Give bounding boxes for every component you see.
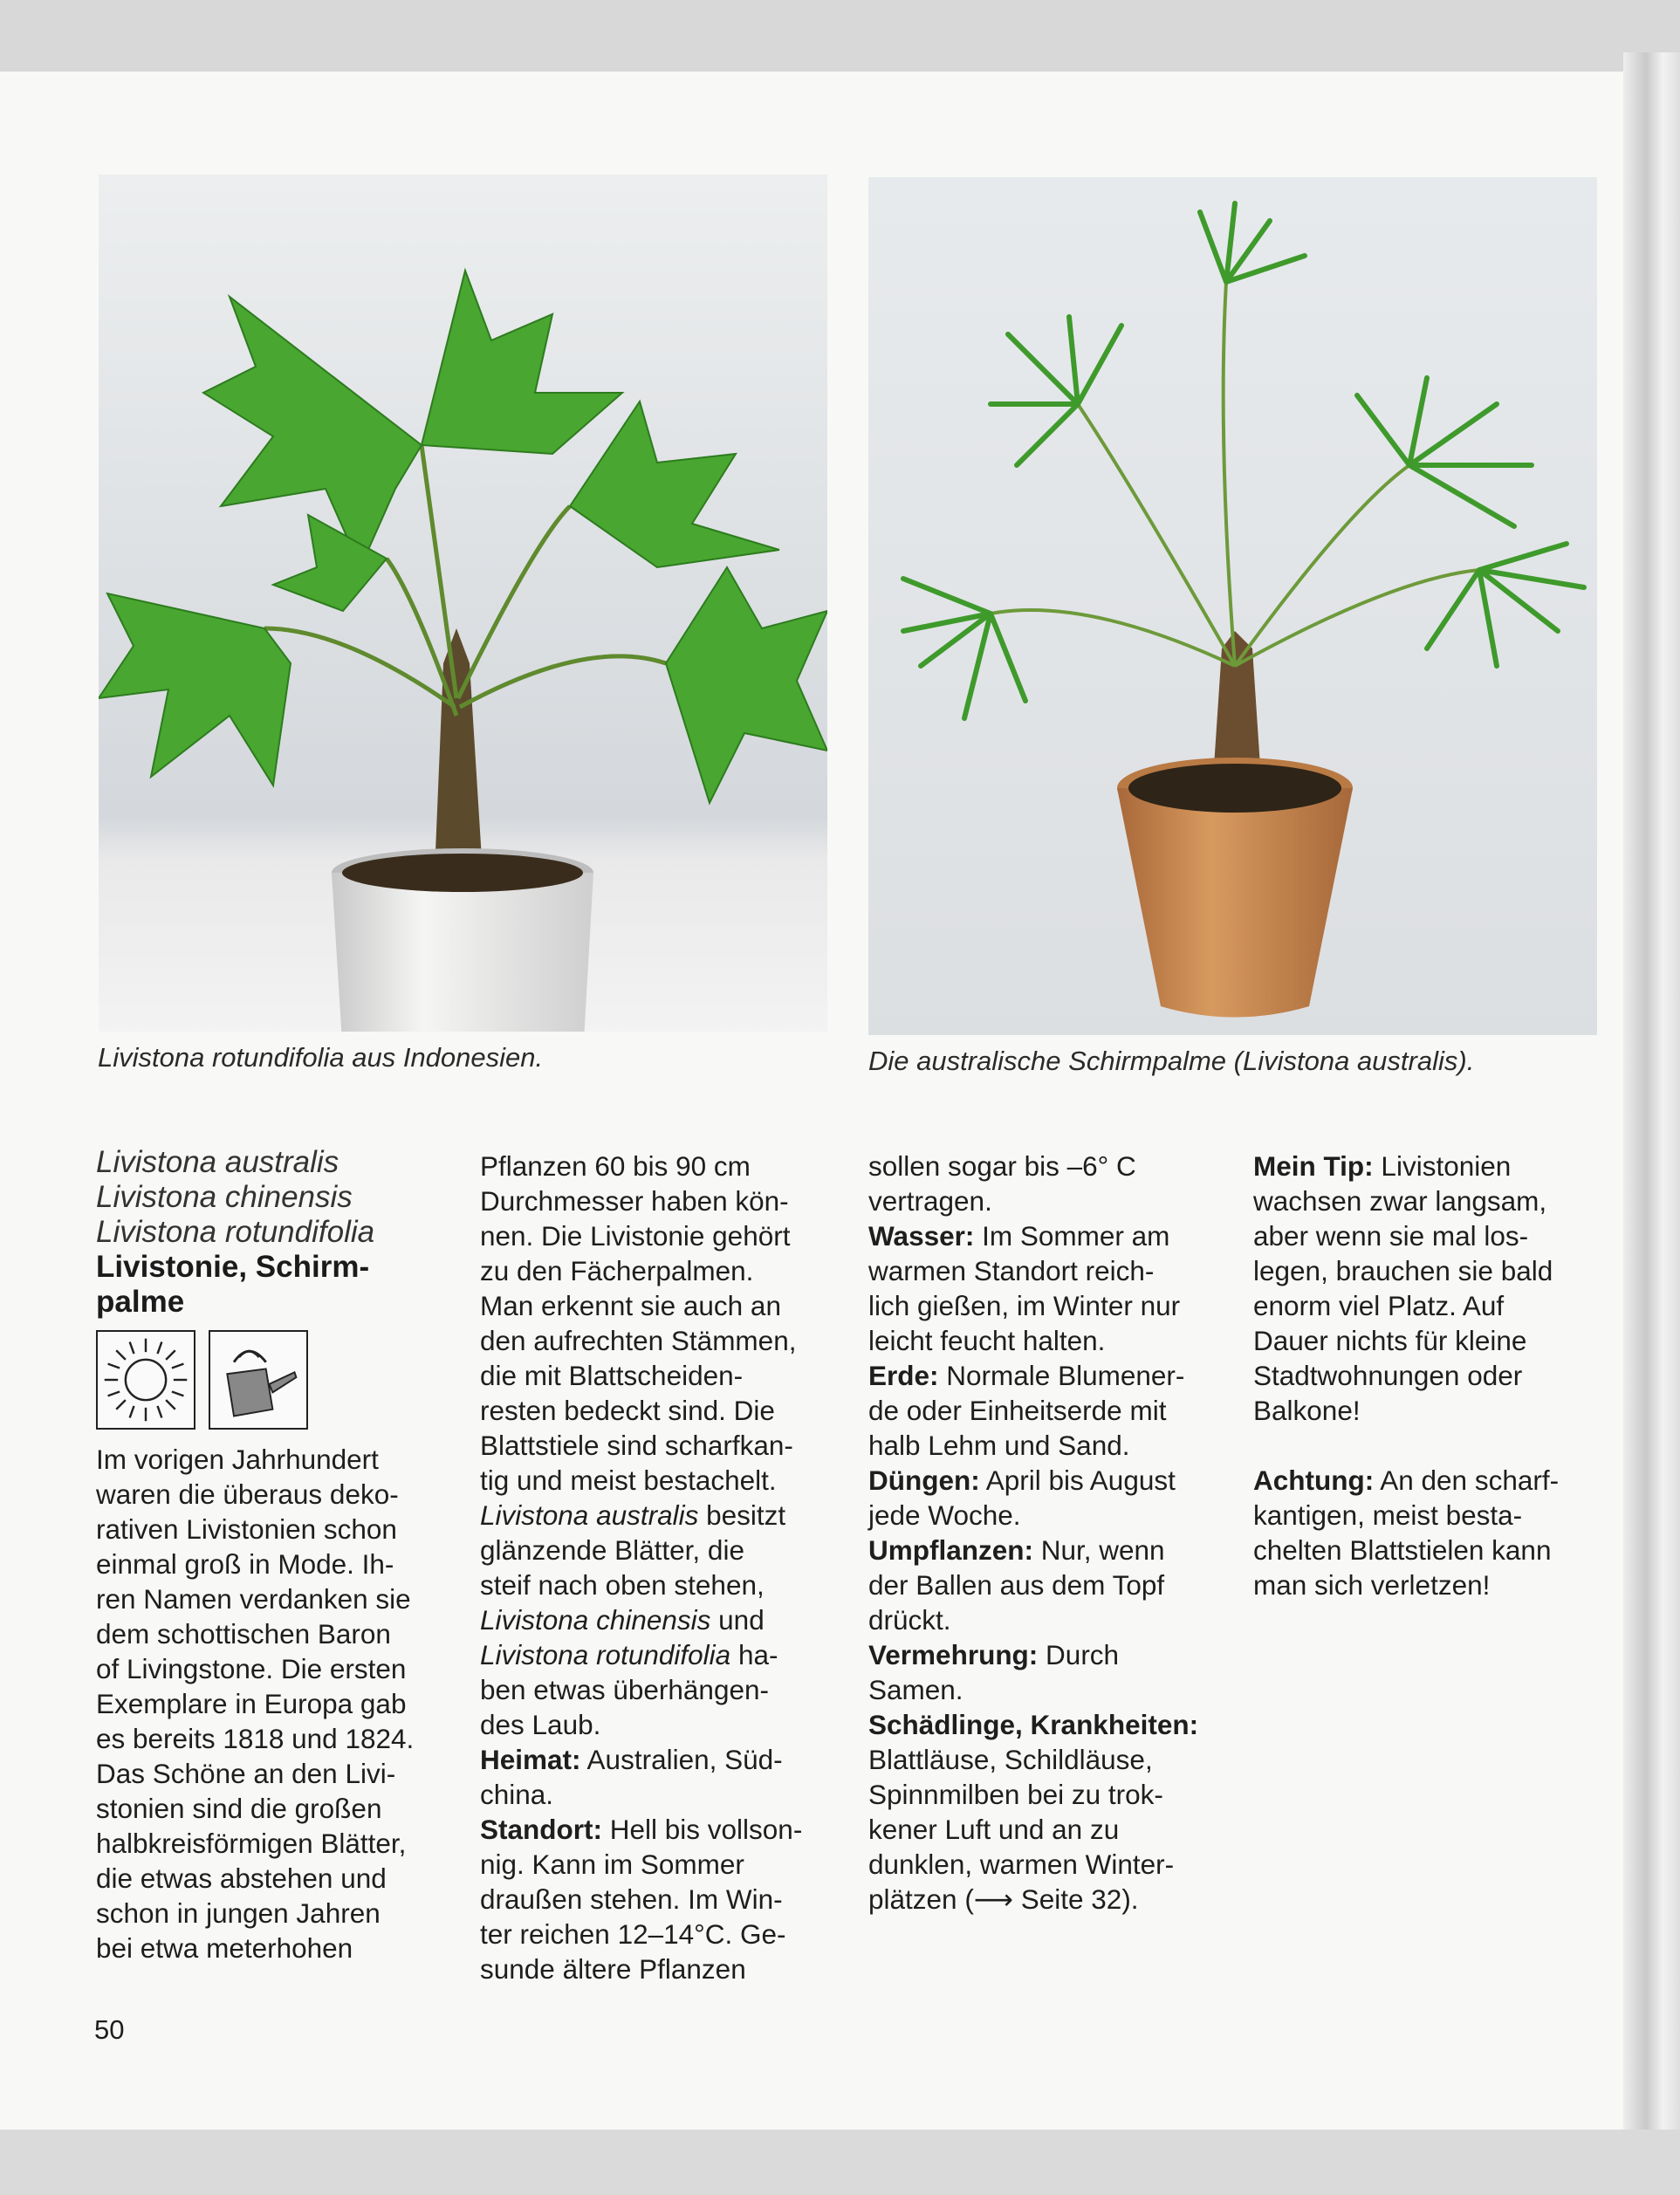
body-text-line: bei etwa meterhohen <box>96 1932 353 1964</box>
umpflanzen-line <box>868 1533 1235 1567</box>
heimat-label: Heimat: <box>480 1744 581 1775</box>
erde-label: Erde: <box>868 1360 939 1391</box>
body-text-line: tig und meist bestachelt. <box>480 1464 777 1496</box>
achtung-label: Achtung: <box>1253 1464 1375 1496</box>
body-text-line: ren Namen verdanken sie <box>96 1583 411 1615</box>
body-text-line: legen, brauchen sie bald <box>1253 1255 1553 1286</box>
sun-icon <box>96 1330 195 1430</box>
body-text: April bis August <box>979 1464 1176 1496</box>
watering-can-icon <box>209 1330 308 1430</box>
body-text: Normale Blumener- <box>938 1360 1185 1391</box>
scan-margin-top <box>0 0 1680 72</box>
body-text-line: Im vorigen Jahrhundert <box>96 1444 379 1475</box>
book-spine <box>1623 52 1680 2147</box>
body-text: Durch <box>1038 1639 1120 1670</box>
body-text-line: waren die überaus deko- <box>96 1478 399 1510</box>
body-text-line: jede Woche. <box>868 1499 1021 1531</box>
body-text-line: rativen Livistonien schon <box>96 1513 397 1545</box>
erde-line <box>868 1358 1235 1393</box>
body-text-line: vertragen. <box>868 1185 992 1217</box>
column-3 <box>868 1149 1235 1917</box>
body-text-line: wachsen zwar langsam, <box>1253 1185 1547 1217</box>
body-text: Im Sommer am <box>974 1220 1170 1252</box>
body-text-line: des Laub. <box>480 1709 601 1740</box>
photo-livistona-australis <box>868 177 1597 1035</box>
column-4 <box>1253 1149 1620 1602</box>
body-text-line <box>480 1498 847 1533</box>
body-text-line: lich gießen, im Winter nur <box>868 1290 1181 1321</box>
wasser-line <box>868 1218 1235 1253</box>
body-text-line: Pflanzen 60 bis 90 cm <box>480 1150 751 1182</box>
body-text-line: die etwas abstehen und <box>96 1862 387 1894</box>
body-text-line: Blattstiele sind scharfkan- <box>480 1430 793 1461</box>
vermehrung-line <box>868 1637 1235 1672</box>
caption-left: Livistona rotundifolia aus Indonesien. <box>98 1042 544 1073</box>
body-text-line: ter reichen 12–14°C. Ge- <box>480 1918 786 1950</box>
species-italic: Livistona rotundifolia <box>480 1639 731 1670</box>
body-text-line: Spinnmilben bei zu trok- <box>868 1779 1163 1810</box>
body-text-line: der Ballen aus dem Topf <box>868 1569 1165 1601</box>
body-text-line: Dauer nichts für kleine <box>1253 1325 1527 1356</box>
body-text-line: draußen stehen. Im Win- <box>480 1883 783 1915</box>
body-text-line: enorm viel Platz. Auf <box>1253 1290 1505 1321</box>
body-text-line: nig. Kann im Sommer <box>480 1849 744 1880</box>
duengen-line <box>868 1463 1235 1498</box>
body-text-line: steif nach oben stehen, <box>480 1569 765 1601</box>
body-text-line: halb Lehm und Sand. <box>868 1430 1130 1461</box>
vermehrung-label: Vermehrung: <box>868 1639 1039 1670</box>
body-text: und <box>710 1604 765 1636</box>
body-text: besitzt <box>698 1499 786 1531</box>
wasser-label: Wasser: <box>868 1220 975 1252</box>
caption-right: Die australische Schirmpalme (Livistona australis). <box>868 1046 1475 1076</box>
standort-line <box>480 1812 847 1847</box>
care-icons <box>96 1330 471 1430</box>
body-text-line: halbkreisförmigen Blätter, <box>96 1828 407 1859</box>
body-text-line: Das Schöne an den Livi- <box>96 1758 396 1789</box>
umpflanzen-label: Umpflanzen: <box>868 1534 1033 1566</box>
body-text: Livistonien <box>1373 1150 1512 1182</box>
body-text-line: die mit Blattscheiden- <box>480 1360 744 1391</box>
body-text-line: man sich verletzen! <box>1253 1569 1491 1601</box>
duengen-label: Düngen: <box>868 1464 980 1496</box>
body-text-line <box>480 1602 847 1637</box>
body-text: ha- <box>730 1639 778 1670</box>
species-name: Livistona chinensis <box>96 1180 353 1214</box>
body-text-line <box>480 1637 847 1672</box>
body-text-line: nen. Die Livistonie gehört <box>480 1220 791 1252</box>
body-text: Australien, Süd- <box>580 1744 783 1775</box>
page-number: 50 <box>94 2014 125 2045</box>
body-text-line: Durchmesser haben kön- <box>480 1185 789 1217</box>
body-text-line: ben etwas überhängen- <box>480 1674 769 1705</box>
schaedlinge-label: Schädlinge, Krankheiten: <box>868 1709 1199 1740</box>
body-text-line: Balkone! <box>1253 1395 1361 1426</box>
common-name: Livistonie, Schirm- <box>96 1250 370 1284</box>
body-text-line: es bereits 1818 und 1824. <box>96 1723 415 1754</box>
body-text-line: kener Luft und an zu <box>868 1814 1120 1845</box>
tip-label: Mein Tip: <box>1253 1150 1374 1182</box>
body-text-line: den aufrechten Stämmen, <box>480 1325 797 1356</box>
body-text: An den scharf- <box>1374 1464 1560 1496</box>
species-name: Livistona rotundifolia <box>96 1215 375 1249</box>
body-text-line: Stadtwohnungen oder <box>1253 1360 1523 1391</box>
body-text: Hell bis vollson- <box>601 1814 803 1845</box>
body-text-line: Blattläuse, Schildläuse, <box>868 1744 1153 1775</box>
common-name: palme <box>96 1285 185 1319</box>
body-text-line: de oder Einheitserde mit <box>868 1395 1167 1426</box>
species-italic: Livistona chinensis <box>480 1604 711 1636</box>
body-text-line: Samen. <box>868 1674 963 1705</box>
paragraph-gap <box>1253 1428 1620 1463</box>
body-text-line: stonien sind die großen <box>96 1793 382 1824</box>
body-text-line: aber wenn sie mal los- <box>1253 1220 1529 1252</box>
body-text-line: glänzende Blätter, die <box>480 1534 744 1566</box>
body-text-line: of Livingstone. Die ersten <box>96 1653 407 1684</box>
body-text-line: plätzen (⟶ Seite 32). <box>868 1883 1139 1915</box>
body-text: Nur, wenn <box>1033 1534 1165 1566</box>
column-1 <box>96 1145 471 1965</box>
species-name: Livistona australis <box>96 1145 339 1179</box>
body-text-line: china. <box>480 1779 554 1810</box>
body-text-line: zu den Fächerpalmen. <box>480 1255 754 1286</box>
column-2 <box>480 1149 847 1986</box>
heimat-line <box>480 1742 847 1777</box>
body-text-line: Exemplare in Europa gab <box>96 1688 407 1719</box>
species-italic: Livistona australis <box>480 1499 699 1531</box>
body-text-line: drückt. <box>868 1604 951 1636</box>
body-text-line: resten bedeckt sind. Die <box>480 1395 775 1426</box>
achtung-line <box>1253 1463 1620 1498</box>
body-text-line: kantigen, meist besta- <box>1253 1499 1523 1531</box>
scan-margin-bottom <box>0 2130 1680 2195</box>
standort-label: Standort: <box>480 1814 602 1845</box>
body-text-line: einmal groß in Mode. Ih- <box>96 1548 394 1580</box>
body-text-line: leicht feucht halten. <box>868 1325 1106 1356</box>
body-text-line: sollen sogar bis –6° C <box>868 1150 1136 1182</box>
body-text-line: dem schottischen Baron <box>96 1618 391 1650</box>
body-text-line: chelten Blattstielen kann <box>1253 1534 1552 1566</box>
body-text-line: Man erkennt sie auch an <box>480 1290 781 1321</box>
tip-line <box>1253 1149 1620 1183</box>
body-text-line: dunklen, warmen Winter- <box>868 1849 1175 1880</box>
body-text-line: sunde ältere Pflanzen <box>480 1953 746 1985</box>
photo-livistona-rotundifolia <box>99 175 827 1032</box>
body-text-line: schon in jungen Jahren <box>96 1897 381 1929</box>
body-text-line: warmen Standort reich- <box>868 1255 1155 1286</box>
